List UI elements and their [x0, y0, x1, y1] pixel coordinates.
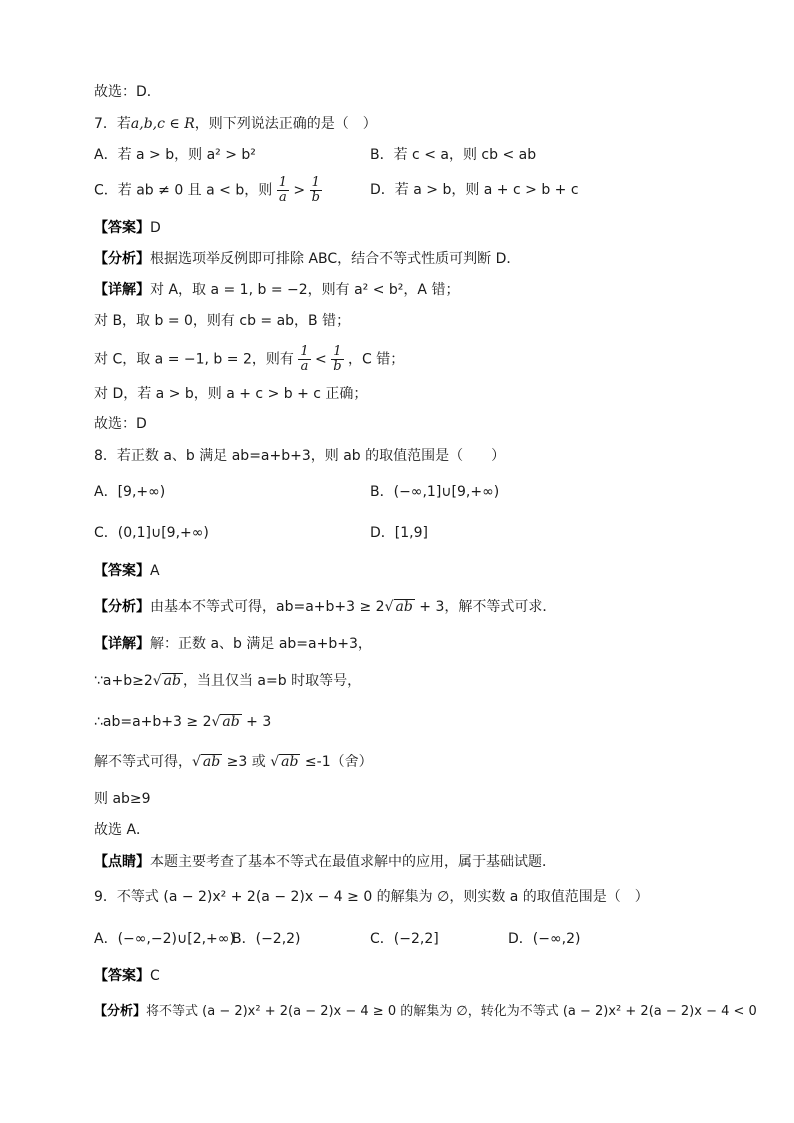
q8-comment: [94, 852, 556, 872]
q7-d3-den1: a: [300, 359, 309, 374]
q7-d3-num2: 1: [331, 345, 343, 360]
q7-detail-3-prefix: 对 C，取 a = −1, b = 2，则有: [94, 351, 294, 368]
q7-analysis: [94, 249, 520, 269]
q9-analysis-text: 将不等式 (a − 2)x² + 2(a − 2)x − 4 ≥ 0 的解集为 ∅，转化为不等式 (a − 2)x² + 2(a − 2)x − 4 < 0: [146, 1004, 757, 1019]
q7-option-d: D．若 a > b，则 a + c > b + c: [370, 182, 579, 198]
q8-answer-value: A: [150, 563, 160, 579]
q8-stem: 8．若正数 a、b 满足 ab=a+b+3，则 ab 的取值范围是（ ）: [94, 448, 506, 464]
analysis-tag: 【分析】: [94, 1004, 147, 1019]
q9-stem: 9．不等式 (a − 2)x² + 2(a − 2)x − 4 ≥ 0 的解集为 ∅，则实数 a 的取值范围是（ ）: [94, 889, 649, 905]
q7-detail-2: 对 B，取 b = 0，则有 cb = ab，B 错；: [94, 313, 351, 329]
q8-detail-4-radicand-2: ab: [281, 754, 299, 770]
q7-analysis-text: 根据选项举反例即可排除 ABC，结合不等式性质可判断 D．: [150, 251, 521, 267]
q8-detail-2-prefix: ∵a+b≥2: [94, 673, 153, 689]
q7-detail-1: [94, 280, 459, 300]
q9-option-b: B．(−2,2): [232, 931, 301, 947]
q7-detail-3-fraction-1: [298, 345, 310, 374]
q7-stem-set: a,b,c ∈ R: [130, 116, 195, 132]
q7-optc-den1: a: [278, 190, 287, 205]
q8-detail-3-prefix: ∴ab=a+b+3 ≥ 2: [94, 714, 212, 730]
q7-conclusion: 故选：D: [94, 416, 147, 432]
q7-option-c-fraction-1: [277, 176, 289, 205]
detail-tag: 【详解】: [94, 282, 150, 298]
q7-detail-3-fraction-2: [331, 345, 343, 374]
q8-answer: [94, 561, 160, 581]
q7-option-c: [94, 176, 322, 205]
q7-detail-3-suffix: ，C 错；: [348, 351, 405, 368]
q8-detail-4-radicand-1: ab: [202, 754, 221, 770]
q7-detail-3: [94, 345, 404, 374]
q9-answer: [94, 966, 160, 986]
q7-stem: [94, 114, 377, 134]
q8-analysis-suffix: + 3，解不等式可求．: [414, 599, 557, 615]
q7-optc-num1: 1: [278, 175, 287, 190]
analysis-tag: 【分析】: [94, 251, 150, 267]
q7-d3-den2: b: [333, 359, 342, 374]
q8-conclusion: 故选 A．: [94, 822, 151, 838]
sqrt-icon: √: [211, 714, 221, 730]
q9-analysis: [94, 1002, 757, 1022]
q8-detail-4: [94, 752, 373, 772]
q8-detail-4-suffix: ≤-1（舍）: [300, 754, 373, 770]
q8-detail-3-radicand: ab: [222, 714, 240, 730]
q8-option-d: D．[1,9]: [370, 525, 428, 541]
answer-tag: 【答案】: [94, 563, 150, 579]
q8-option-c: C．(0,1]∪[9,+∞): [94, 525, 209, 541]
q8-option-b: B．(−∞,1]∪[9,+∞): [370, 484, 500, 500]
q8-analysis-radicand: ab: [395, 599, 413, 615]
answer-tag: 【答案】: [94, 968, 150, 984]
q8-detail-4-prefix: 解不等式可得，: [94, 754, 192, 770]
q8-detail-1-text: 解：正数 a、b 满足 ab=a+b+3，: [150, 636, 372, 652]
q9-option-c: C．(−2,2]: [370, 931, 439, 947]
q8-detail-2: [94, 671, 361, 691]
q8-detail-5: 则 ab≥9: [94, 791, 151, 807]
q8-detail-4-mid: ≥3 或: [222, 754, 271, 770]
sqrt-icon: √: [152, 673, 162, 689]
q7-detail-4: 对 D，若 a > b，则 a + c > b + c 正确；: [94, 386, 368, 402]
q8-detail-3-suffix: + 3: [241, 714, 272, 730]
q7-option-c-fraction-2: [310, 176, 322, 205]
q8-detail-3: [94, 712, 271, 732]
q8-detail-1: [94, 634, 372, 654]
q7-answer-value: D: [150, 220, 161, 236]
q7-stem-suffix: ，则下列说法正确的是（ ）: [194, 116, 377, 132]
sqrt-icon: √: [270, 754, 280, 770]
q9-option-a: A．(−∞,−2)∪[2,+∞): [94, 931, 235, 947]
q7-option-b: B．若 c < a，则 cb < ab: [370, 147, 537, 163]
q8-analysis-prefix: 由基本不等式可得，ab=a+b+3 ≥ 2: [150, 599, 385, 615]
q7-answer: [94, 218, 161, 238]
q8-detail-2-suffix: ，当且仅当 a=b 时取等号，: [182, 673, 362, 689]
q8-analysis: [94, 597, 556, 617]
q8-comment-text: 本题主要考查了基本不等式在最值求解中的应用，属于基础试题．: [150, 854, 556, 870]
q8-detail-2-radicand: ab: [163, 673, 181, 689]
sqrt-icon: √: [192, 754, 201, 770]
q7-optc-den2: b: [311, 190, 320, 205]
answer-tag: 【答案】: [94, 220, 150, 236]
q9-option-d: D．(−∞,2): [508, 931, 581, 947]
q7-optc-rel: >: [293, 182, 306, 199]
q8-option-a: A．[9,+∞): [94, 484, 166, 500]
analysis-tag: 【分析】: [94, 599, 150, 615]
q7-stem-prefix: 7．若: [94, 116, 131, 132]
q6-conclusion: 故选：D．: [94, 84, 161, 100]
comment-tag: 【点睛】: [94, 854, 150, 870]
q7-optc-num2: 1: [310, 176, 322, 191]
detail-tag: 【详解】: [94, 636, 150, 652]
sqrt-icon: √: [384, 599, 394, 615]
q7-option-a: A．若 a > b，则 a² > b²: [94, 147, 256, 163]
q7-detail-1-text: 对 A，取 a = 1, b = −2，则有 a² < b²，A 错；: [150, 282, 460, 298]
q7-d3-rel: <: [315, 351, 327, 368]
q7-option-c-prefix: C．若 ab ≠ 0 且 a < b，则: [94, 182, 273, 199]
q7-d3-num1: 1: [300, 344, 309, 359]
q9-answer-value: C: [150, 968, 160, 984]
